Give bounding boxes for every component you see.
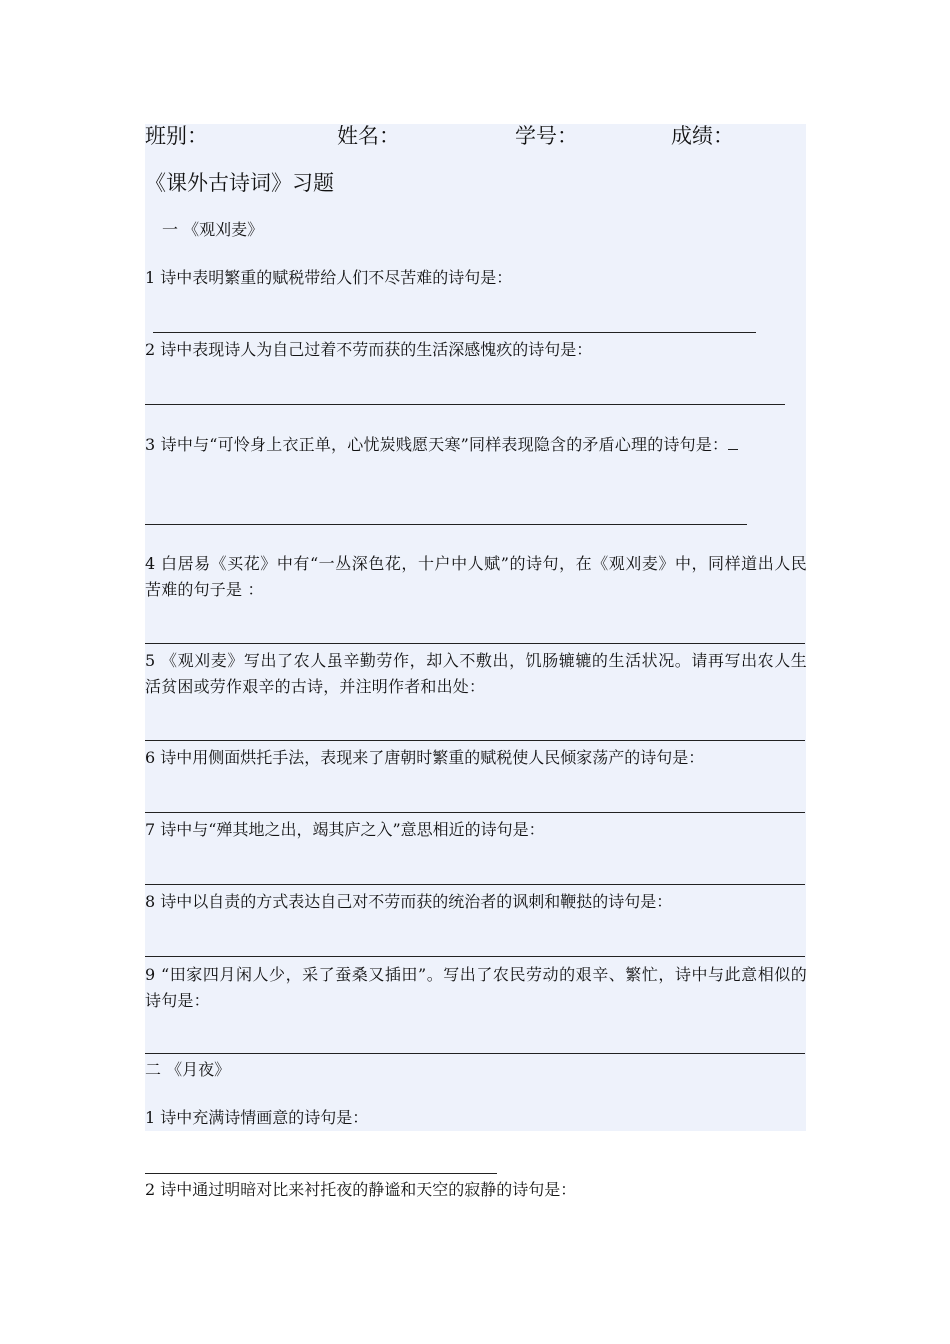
question-8: 8 诗中以自责的方式表达自己对不劳而获的统治者的讽刺和鞭挞的诗句是： xyxy=(145,892,673,911)
question-9: 9 “田家四月闲人少，采了蚕桑又插田”。写出了农民劳动的艰辛、繁忙，诗中与此意相似的诗句是： xyxy=(145,965,807,1010)
answer-blank xyxy=(728,435,738,450)
question-7: 7 诗中与“殚其地之出，竭其庐之入”意思相近的诗句是： xyxy=(145,820,545,839)
answer-line xyxy=(145,1053,805,1054)
answer-line xyxy=(145,884,805,885)
question-2: 2 诗中表现诗人为自己过着不劳而获的生活深感愧疚的诗句是： xyxy=(145,340,593,359)
answer-line xyxy=(145,956,805,957)
answer-line xyxy=(145,524,747,525)
answer-line xyxy=(153,332,756,333)
answer-line xyxy=(145,1173,497,1174)
student-id-label: 学号： xyxy=(515,124,578,148)
answer-line xyxy=(145,740,805,741)
question-5: 5 《观刈麦》写出了农人虽辛勤劳作，却入不敷出，饥肠辘辘的生活状况。请再写出农人生活贫困或劳作艰辛的古诗，并注明作者和出处： xyxy=(145,651,807,696)
worksheet-title: 《课外古诗词》习题 xyxy=(145,171,334,195)
answer-line xyxy=(145,643,805,644)
question-3: 3 诗中与“可怜身上衣正单，心忧炭贱愿天寒”同样表现隐含的矛盾心理的诗句是： xyxy=(145,432,807,458)
question-1: 1 诗中表明繁重的赋税带给人们不尽苦难的诗句是： xyxy=(145,268,513,287)
name-label: 姓名： xyxy=(337,124,400,148)
question-2-1: 1 诗中充满诗情画意的诗句是： xyxy=(145,1108,369,1127)
question-2-2: 2 诗中通过明暗对比来衬托夜的静谧和天空的寂静的诗句是： xyxy=(145,1180,577,1199)
score-label: 成绩： xyxy=(671,124,734,148)
section-heading: 二 《月夜》 xyxy=(145,1060,231,1079)
answer-line xyxy=(145,812,805,813)
question-6: 6 诗中用侧面烘托手法，表现来了唐朝时繁重的赋税使人民倾家荡产的诗句是： xyxy=(145,748,705,767)
section-heading: 一 《观刈麦》 xyxy=(162,220,264,239)
class-label: 班别： xyxy=(145,124,208,148)
question-4: 4 白居易《买花》中有“一丛深色花，十户中人赋”的诗句，在《观刈麦》中，同样道出人民苦难的句子是 ： xyxy=(145,554,807,599)
answer-line xyxy=(145,404,785,405)
